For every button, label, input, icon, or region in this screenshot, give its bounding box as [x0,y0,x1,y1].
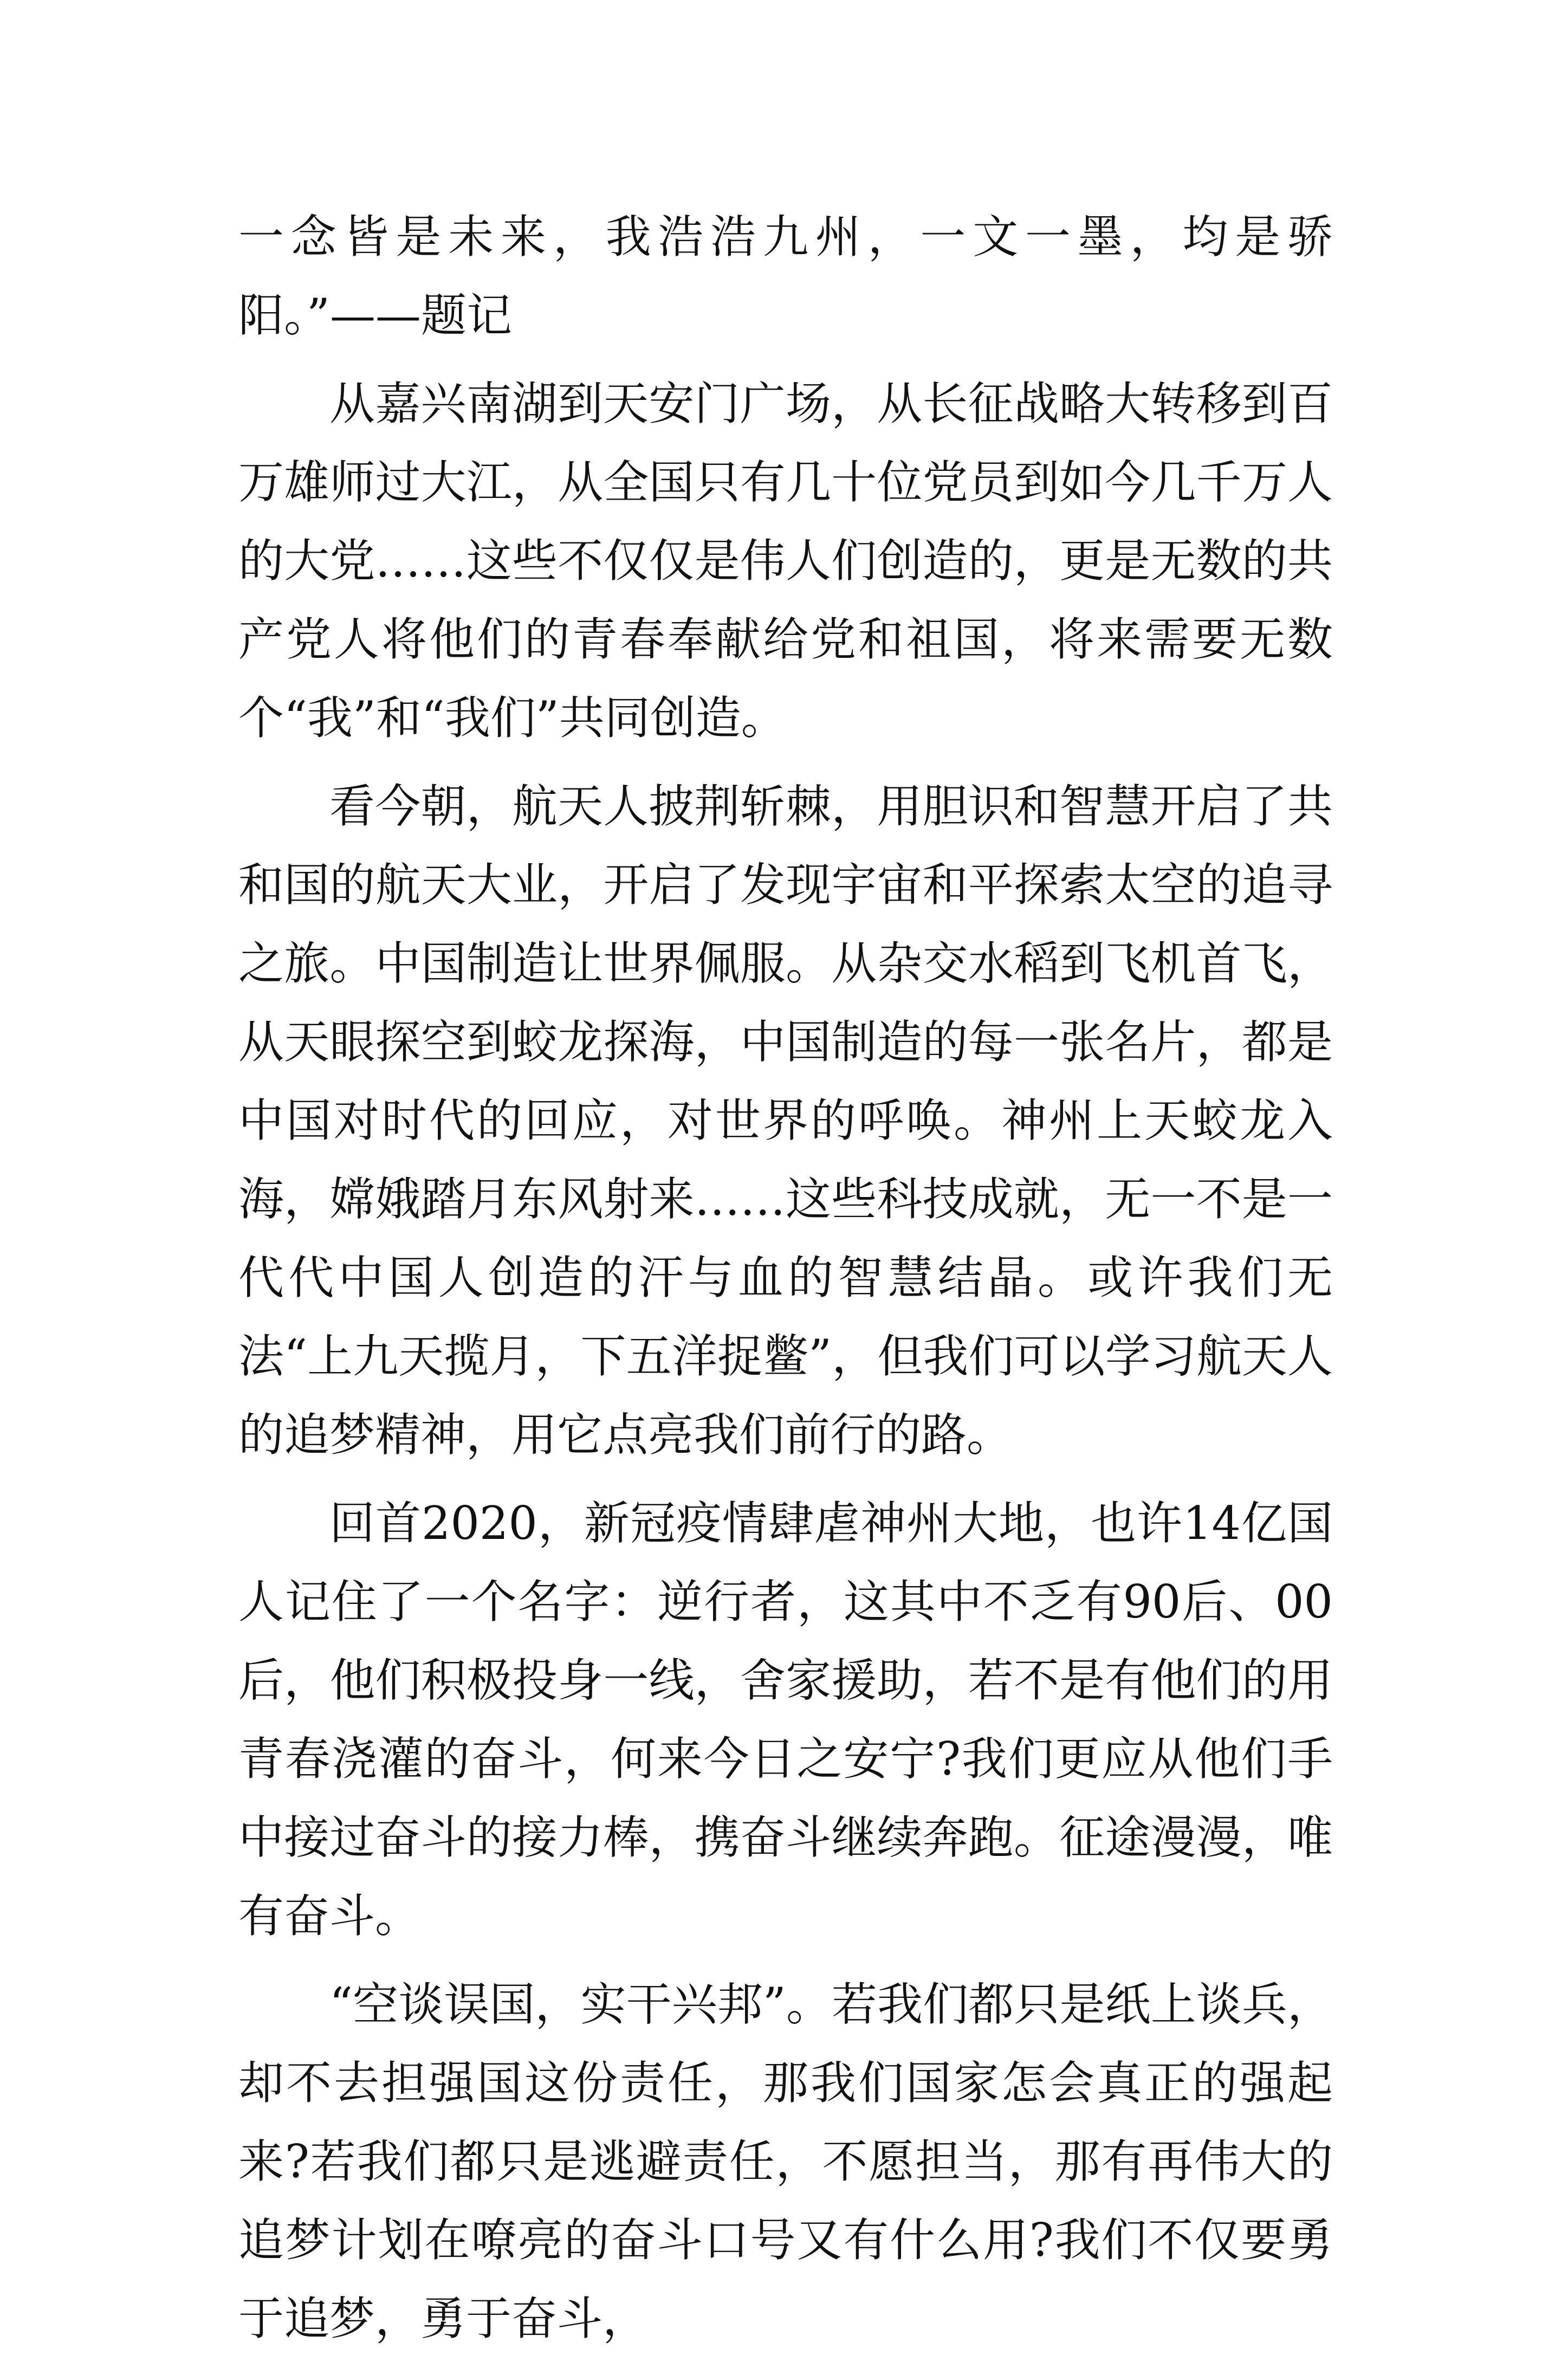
epigraph-paragraph: 一念皆是未来，我浩浩九州，一文一墨，均是骄阳。”——题记 [238,210,1333,342]
paragraph-responsibility: “空谈误国，实干兴邦”。若我们都只是纸上谈兵，却不去担强国这份责任，那我们国家怎会真正的强起来?若我们都只是逃避责任，不愿担当，那有再伟大的追梦计划在嘹亮的奋斗口号又有什么用?我们不仅要勇于追梦，勇于奋斗， [238,1978,1333,2345]
paragraph-party-history: 从嘉兴南湖到天安门广场，从长征战略大转移到百万雄师过大江，从全国只有几十位党员到如今几千万人的大党……这些不仅仅是伟人们创造的，更是无数的共产党人将他们的青春奉献给党和祖国，将来需要无数个“我”和“我们”共同创造。 [238,377,1333,745]
essay-body [238,198,1333,2368]
paragraph-aerospace: 看今朝，航天人披荆斩棘，用胆识和智慧开启了共和国的航天大业，开启了发现宇宙和平探索太空的追寻之旅。中国制造让世界佩服。从杂交水稻到飞机首飞，从天眼探空到蛟龙探海，中国制造的每一张名片，都是中国对时代的回应，对世界的呼唤。神州上天蛟龙入海，嫦娥踏月东风射来……这些科技成就，无一不是一代代中国人创造的汗与血的智慧结晶。或许我们无法“上九天揽月，下五洋捉鳖”，但我们可以学习航天人的追梦精神，用它点亮我们前行的路。 [238,780,1333,1461]
paragraph-pandemic: 回首2020，新冠疫情肆虐神州大地，也许14亿国人记住了一个名字：逆行者，这其中不乏有90后、00后，他们积极投身一线，舍家援助，若不是有他们的用青春浇灌的奋斗，何来今日之安宁?我们更应从他们手中接过奋斗的接力棒，携奋斗继续奔跑。征途漫漫，唯有奋斗。 [238,1497,1333,1943]
